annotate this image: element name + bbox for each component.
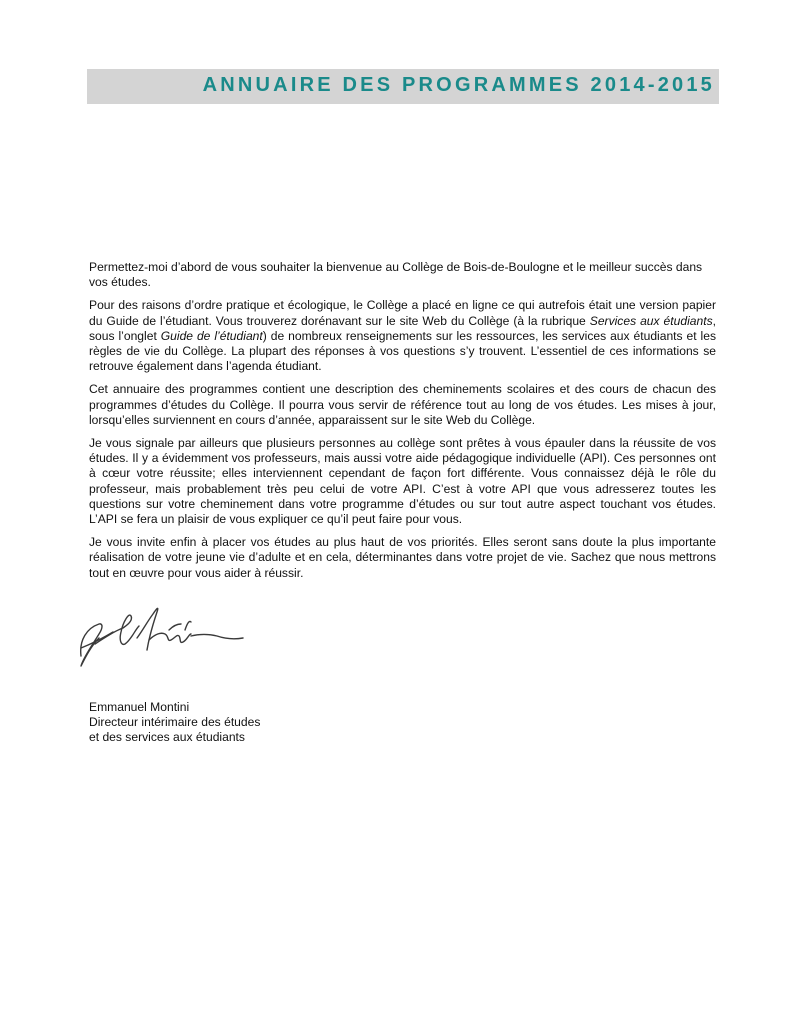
paragraph-directory: Cet annuaire des programmes contient une description des cheminements scolaires et des cours de chacun des programmes d’études du Collège. Il pourra vous servir de référence tout au long de vos études. Les mises à jour, lorsqu’elles surviennent en cours d’année, apparaissent sur le site Web du Collège. [89,382,716,427]
signatory-title-line-2: et des services aux étudiants [89,730,245,745]
paragraph-online-guide-part-a: Pour des raisons d’ordre pratique et écologique, le Collège a placé en ligne ce qui autrefois était une version papier du Guide de l’étudiant. Vous trouverez dorénavant sur le site Web du Collège (à la rubrique [89,298,716,328]
guide-etudiant-tab: Guide de l’étudiant [160,328,263,343]
handwritten-signature [73,600,258,690]
signatory-title-line-1: Directeur intérimaire des études [89,715,261,730]
paragraph-support: Je vous signale par ailleurs que plusieurs personnes au collège sont prêtes à vous épauler dans la réussite de vos études. Il y a évidemment vos professeurs, mais aussi votre aide pédagogique individuelle (API). Ces personnes ont à cœur votre réussite; elles interviennent cependant de façon fort différente. Vous connaissez déjà le rôle du professeur, mais probablement très peu celui de votre API. C’est à votre API que vous adresserez toutes les questions sur votre cheminement dans votre programme d’études ou sur tout autre aspect touchant vos études. L’API se fera un plaisir de vous expliquer ce qu’il peut faire pour vous. [89,436,716,527]
page-title: ANNUAIRE DES PROGRAMMES 2014-2015 [202,74,715,96]
services-aux-etudiants-rubric: Services aux étudiants [589,313,713,328]
letter-body [89,260,716,589]
header-bar [87,69,719,104]
signature-block [89,700,260,746]
signatory-name: Emmanuel Montini [89,700,190,714]
paragraph-priorities: Je vous invite enfin à placer vos études au plus haut de vos priorités. Elles seront sans doute la plus importante réalisation de votre jeune vie d’adulte et en cela, déterminantes dans votre projet de vie. Sachez que nous mettrons tout en œuvre pour vous aider à réussir. [89,535,716,580]
paragraph-online-guide-part-c: ) de nombreux renseignements sur les ressources, les services aux étudiants et les règles de vie du Collège. La plupart des réponses à vos questions s’y trouvent. L’essentiel de ces informations se retrouve également dans l’agenda étudiant. [89,328,717,374]
paragraph-online-guide-part-b: , sous l’onglet [89,313,716,343]
paragraph-welcome: Permettez-moi d’abord de vous souhaiter la bienvenue au Collège de Bois-de-Boulogne et le meilleur succès dans vos études. [89,260,703,290]
paragraph-online-guide [89,298,716,374]
